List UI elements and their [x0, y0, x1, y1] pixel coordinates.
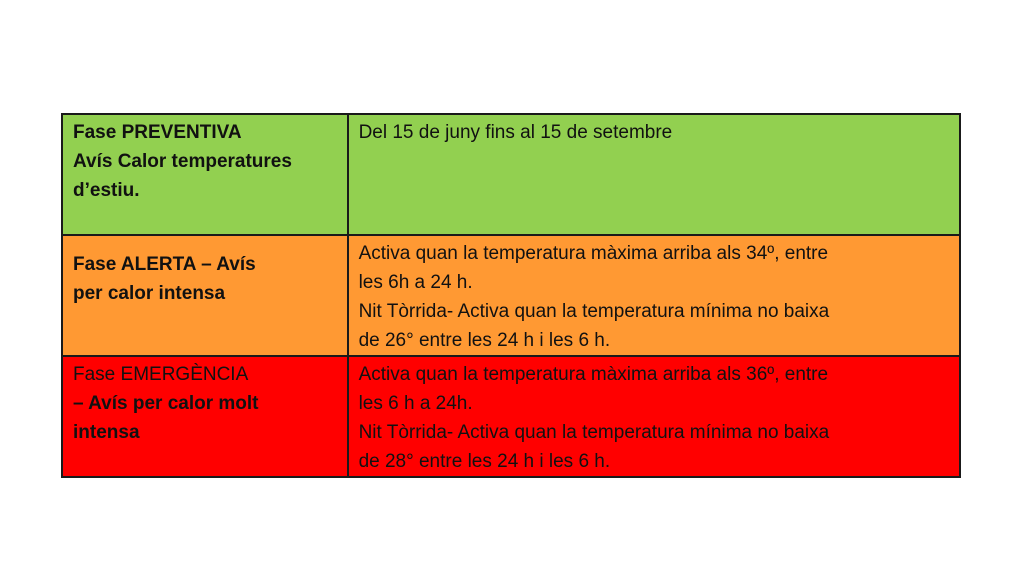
- description-line: Activa quan la temperatura màxima arriba als 34º, entre: [358, 243, 829, 264]
- phase-subtitle: per calor intensa: [73, 283, 226, 304]
- phase-title: Fase PREVENTIVA: [73, 122, 242, 143]
- phase-subtitle: intensa: [73, 422, 140, 443]
- phase-cell-alerta: [62, 235, 348, 356]
- description-line: de 26° entre les 24 h i les 6 h.: [358, 330, 611, 351]
- table-row-preventiva: [62, 114, 960, 235]
- phase-subtitle: – Avís per calor molt: [73, 393, 259, 414]
- description-line: les 6 h a 24h.: [358, 393, 473, 414]
- description-cell-emergencia: [348, 356, 960, 477]
- description-line: les 6h a 24 h.: [358, 272, 473, 293]
- description-line: Activa quan la temperatura màxima arriba als 36º, entre: [358, 364, 829, 385]
- description-cell-preventiva: [348, 114, 960, 235]
- phase-cell-preventiva: [62, 114, 348, 235]
- phase-cell-emergencia: [62, 356, 348, 477]
- phase-subtitle: d’estiu.: [73, 180, 140, 201]
- description-line: Nit Tòrrida- Activa quan la temperatura mínima no baixa: [358, 301, 830, 322]
- table-row-alerta: [62, 235, 960, 356]
- table-row-emergencia: [62, 356, 960, 477]
- description-line: de 28° entre les 24 h i les 6 h.: [358, 451, 611, 472]
- description-line: Nit Tòrrida- Activa quan la temperatura mínima no baixa: [358, 422, 830, 443]
- phase-title: Fase ALERTA – Avís: [73, 254, 256, 275]
- phase-subtitle: Avís Calor temperatures: [73, 151, 292, 172]
- description-line: Del 15 de juny fins al 15 de setembre: [358, 122, 673, 143]
- description-cell-alerta: [348, 235, 960, 356]
- phase-title: Fase EMERGÈNCIA: [73, 364, 249, 385]
- heat-phases-table: [61, 113, 961, 478]
